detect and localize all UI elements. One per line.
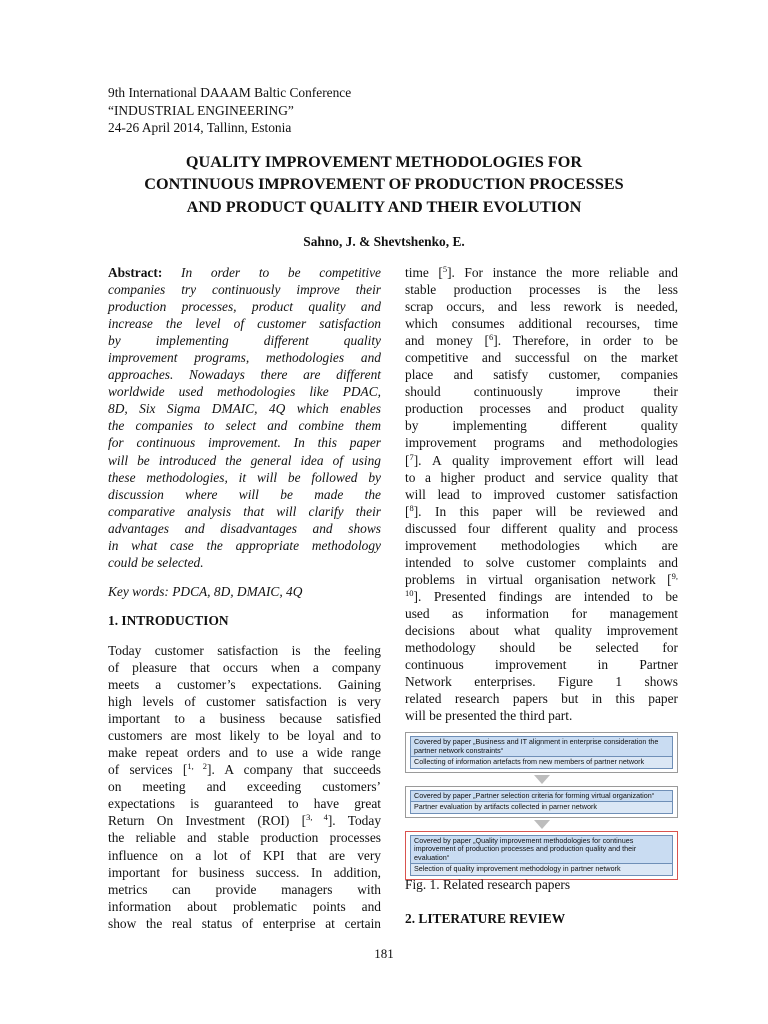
body-line: will lead to improved customer satisfaction [405, 486, 678, 502]
citation-ref: 7 [409, 451, 414, 462]
citation-ref: 1, 2 [187, 761, 208, 772]
paper-box-2 [405, 786, 678, 818]
body-line: discussed four different quality and process [405, 520, 678, 536]
body-line: by implementing different quality [405, 418, 678, 434]
body-line: improvement programs and methodologies [405, 435, 678, 451]
page-number: 181 [374, 946, 394, 961]
paper-box-sub: Selection of quality improvement methodology in partner network [410, 864, 673, 876]
body-line: will be presented the third part. [405, 708, 573, 724]
title-line: AND PRODUCT QUALITY AND THEIR EVOLUTION [186, 197, 582, 216]
intro-line: influence on a lot of KPI that are very [108, 847, 381, 863]
abstract-label: Abstract: [108, 265, 163, 280]
abstract-first-line [108, 264, 381, 281]
literature-review-heading: 2. LITERATURE REVIEW [405, 911, 566, 926]
abstract-line: these methodologies, it will be followed by [108, 469, 381, 485]
introduction-heading: 1. INTRODUCTION [108, 612, 229, 628]
body-line: decisions about what quality improvement [405, 622, 678, 638]
intro-line: metrics can provide managers with [108, 881, 381, 897]
citation-ref: 9, [671, 570, 678, 581]
body-line: production processes and product quality [405, 401, 678, 417]
body-line: stable production processes is the less [405, 282, 678, 298]
intro-line: high levels of customer satisfaction is very [108, 694, 381, 710]
figure-1-diagram [405, 732, 678, 880]
intro-line: expectations is guaranteed to have great [108, 796, 381, 812]
paper-box-1 [405, 732, 678, 773]
abstract-line: will be introduced the general idea of using [108, 452, 381, 468]
abstract-line: approaches. Nowadays there are different [108, 367, 381, 383]
abstract-line: could be selected. [108, 554, 204, 570]
figure-caption: Fig. 1. Related research papers [405, 877, 571, 892]
paper-box-sub: Collecting of information artefacts from new members of partner network [410, 757, 673, 769]
body-line-citation: $^{10}$]. Presented findings are intended to be [405, 587, 678, 604]
abstract-line: production processes, product quality and [108, 299, 381, 315]
intro-line: information about problematic points and [108, 898, 381, 914]
body-line: place and satisfy customer, companies [405, 367, 678, 383]
body-line: improvement methodologies which are [405, 537, 678, 553]
intro-line: customers are most likely to be loyal and to [108, 728, 381, 744]
body-line: should continuously improve their [405, 384, 678, 400]
intro-line: on meeting and exceeding customers’ [108, 779, 381, 795]
abstract-line: advantages and disadvantages and shows [108, 520, 381, 536]
body-line: methodology should be selected for [405, 640, 678, 656]
intro-line: meets a customer’s expectations. Gaining [108, 677, 381, 693]
intro-line-citation: Return On Investment (ROI) [$^{3, 4}$]. Today [108, 812, 382, 829]
intro-line: show the real status of enterprise at certain [108, 915, 381, 931]
body-line: used as information for management [405, 605, 678, 621]
abstract-line: by implementing different quality [108, 333, 381, 349]
body-line-citation: time [$^5$]. For instance the more reliable and [405, 264, 678, 280]
title-line: CONTINUOUS IMPROVEMENT OF PRODUCTION PROCESSES [144, 175, 624, 194]
body-line: intended to solve customer complaints and [405, 554, 678, 570]
body-line-citation: and money [$^6$]. Therefore, in order to be [405, 332, 678, 349]
abstract-line: companies try continuously improve their [108, 282, 381, 298]
intro-line: make repeat orders and to use a wide range [108, 745, 381, 761]
abstract-line: discussion where will be made the [108, 486, 381, 502]
abstract-line: comparative analysis that will clarify their [108, 503, 381, 519]
paper-box-title: Covered by paper „Quality improvement methodologies for continues improvement of production processes and production quality and their evaluation“ [410, 835, 673, 865]
right-column [405, 264, 678, 724]
left-column [108, 264, 381, 932]
abstract-line: 8D, Six Sigma DMAIC, 4Q which enables [108, 401, 381, 417]
citation-ref: 5 [442, 264, 448, 274]
abstract-text: In order to be competitive [181, 265, 381, 280]
intro-line-citation: of services [$^{1, 2}$]. A company that succeeds [108, 761, 381, 778]
keywords: Key words: PDCA, 8D, DMAIC, 4Q [108, 583, 303, 599]
body-line: continuous improvement in Partner [405, 657, 678, 673]
intro-line: important for business success. In addition, [108, 864, 381, 880]
citation-ref: 10 [405, 587, 414, 598]
intro-line: Today customer satisfaction is the feeling [108, 642, 381, 658]
abstract-line: for continuous improvement. In this paper [108, 435, 381, 451]
intro-line: the reliable and stable production processes [108, 830, 381, 846]
citation-ref: 6 [488, 332, 494, 343]
down-arrow-icon [534, 775, 550, 784]
paper-box-title: Covered by paper „Business and IT alignment in enterprise consideration the partner network constraints“ [410, 736, 673, 757]
abstract [108, 264, 381, 571]
paper-box-3-highlighted [405, 831, 678, 880]
conference-name: 9th International DAAAM Baltic Conference [108, 85, 352, 100]
abstract-line: in what case the appropriate methodology [108, 537, 381, 553]
body-line: Network enterprises. Figure 1 shows [405, 674, 678, 690]
intro-line: of pleasure that occurs when a company [108, 659, 381, 675]
conference-header [108, 84, 351, 137]
conference-subtitle: “INDUSTRIAL ENGINEERING” [108, 102, 294, 118]
abstract-line: increase the level of customer satisfaction [108, 316, 381, 332]
paper-box-sub: Partner evaluation by artifacts collected in parner network [410, 802, 673, 814]
body-line-citation: [$^8$]. In this paper will be reviewed and [405, 502, 678, 519]
paper-title [60, 151, 708, 218]
paper-box-title: Covered by paper „Partner selection criteria for forming virtual organization“ [410, 790, 673, 803]
body-line: competitive and successful on the market [405, 350, 678, 366]
body-line-citation: problems in virtual organisation network [$^{9,}$ [405, 570, 678, 587]
body-line: related research papers but in this paper [405, 691, 678, 707]
abstract-line: worldwide used methodologies like PDAC, [108, 384, 381, 400]
body-line: which consumes additional recourses, time [405, 316, 678, 332]
citation-ref: 3, 4 [306, 812, 328, 823]
abstract-line: improvement programs, methodologies and [108, 350, 381, 366]
conference-date-place: 24-26 April 2014, Tallinn, Estonia [108, 120, 292, 135]
body-line-citation: [$^7$]. A quality improvement effort will lead [405, 451, 678, 468]
title-line: QUALITY IMPROVEMENT METHODOLOGIES FOR [185, 153, 583, 171]
body-line: scrap occurs, and less rework is needed, [405, 299, 678, 315]
citation-ref: 8 [409, 502, 414, 513]
introduction-text [108, 642, 381, 932]
abstract-line: the companies to select and combine them [108, 418, 381, 434]
down-arrow-icon [534, 820, 550, 829]
intro-line: important to a business because satisfied [108, 711, 381, 727]
paper-authors: Sahno, J. & Shevtshenko, E. [303, 234, 465, 249]
body-line: to a higher product and service quality that [405, 469, 678, 485]
